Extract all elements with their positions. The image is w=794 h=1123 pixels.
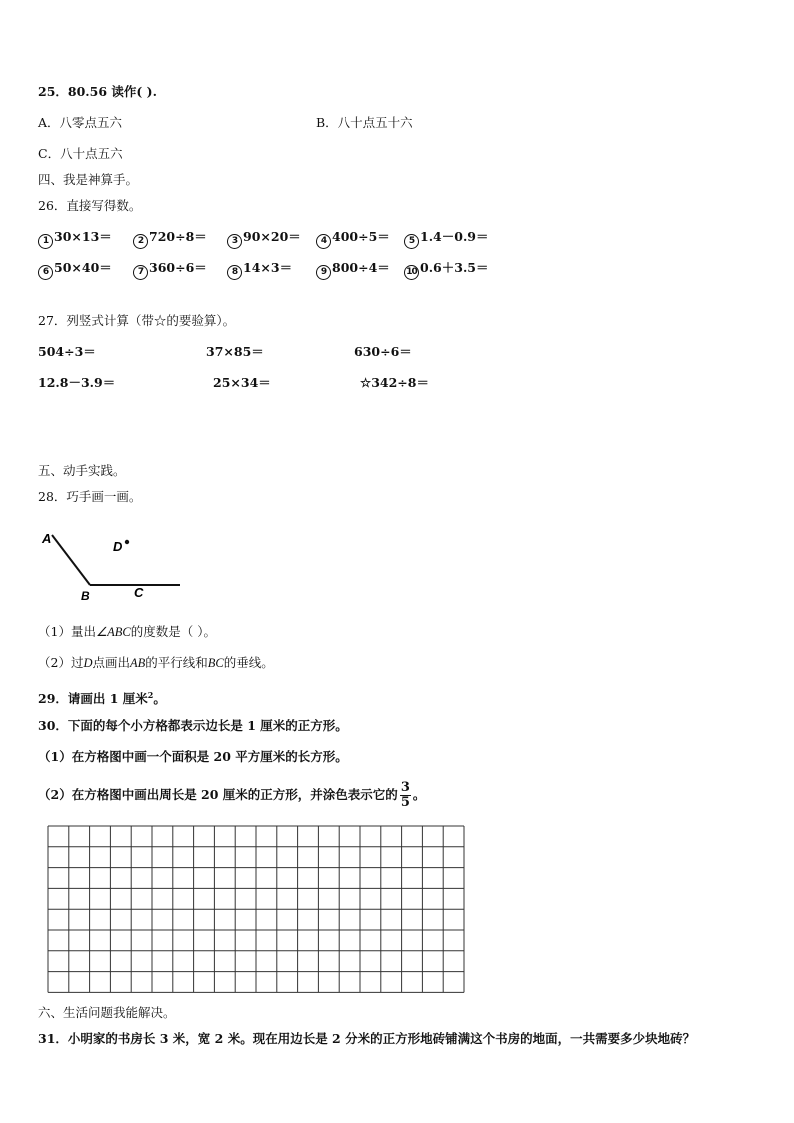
circled-number: 8 [227, 265, 242, 280]
q26-expr: 14×3＝ [243, 260, 293, 275]
q26-item-5 [404, 229, 489, 249]
q26-item-7 [133, 260, 207, 280]
q26-item-8 [227, 260, 292, 280]
q25-option-a: A．八零点五六 [38, 115, 123, 130]
q28-part-2 [38, 655, 274, 671]
q29-text: 29．请画出 1 厘米 [38, 691, 148, 707]
point-d [125, 540, 129, 544]
fraction-denominator: 5 [400, 795, 410, 810]
q26-expr: 90×20＝ [243, 229, 301, 244]
label-a: A [42, 531, 52, 546]
q26-item-4 [316, 229, 390, 249]
q28-part-1 [38, 624, 216, 640]
label-c: C [134, 585, 144, 600]
q28-p2-text-mid2: 的平行线和 [145, 655, 208, 670]
q27-item-4: 12.8－3.9＝ [38, 375, 116, 390]
q26-expr: 720÷8＝ [149, 229, 207, 244]
math-bc: BC [207, 656, 224, 670]
circled-number: 9 [316, 265, 331, 280]
q29-end: 。 [153, 691, 166, 707]
angle-abc-math: ∠ABC [95, 625, 131, 639]
q26-expr: 1.4－0.9＝ [420, 229, 489, 244]
circled-number: 1 [38, 234, 53, 249]
q30-stem: 30．下面的每个小方格都表示边长是 1 厘米的正方形。 [38, 718, 348, 733]
square-grid [47, 825, 467, 997]
section-6-heading: 六、生活问题我能解决。 [38, 1005, 176, 1020]
q26-item-9 [316, 260, 390, 280]
q27-item-3: 630÷6＝ [354, 344, 412, 359]
q26-expr: 50×40＝ [54, 260, 112, 275]
q30-part-2 [38, 780, 425, 810]
q26-stem: 26．直接写得数。 [38, 198, 142, 213]
math-ab: AB [130, 656, 146, 670]
ray-ba [52, 535, 90, 585]
fraction-numerator: 3 [400, 780, 410, 795]
circled-number: 7 [133, 265, 148, 280]
q26-item-10 [404, 260, 489, 280]
circled-number: 10 [404, 265, 419, 280]
q26-expr: 30×13＝ [54, 229, 112, 244]
q30-p2-text: （2）在方格图中画出周长是 20 厘米的正方形，并涂色表示它的 [38, 787, 398, 802]
q27-item-5: 25×34＝ [213, 375, 271, 390]
circled-number: 2 [133, 234, 148, 249]
q26-expr: 360÷6＝ [149, 260, 207, 275]
section-4-heading: 四、我是神算手。 [38, 172, 139, 187]
section-5-heading: 五、动手实践。 [38, 463, 126, 478]
q29-stem [38, 687, 166, 707]
circled-number: 4 [316, 234, 331, 249]
math-d: D [83, 656, 93, 670]
q28-p2-text-end: 的垂线。 [223, 655, 274, 670]
q28-stem: 28．巧手画一画。 [38, 489, 142, 504]
angle-abc-figure [30, 525, 190, 605]
q27-item-2: 37×85＝ [206, 344, 264, 359]
q28-p2-text-mid: 点画出 [92, 655, 130, 670]
q29-superscript: 2 [147, 690, 154, 700]
q30-part-1: （1）在方格图中画一个面积是 20 平方厘米的长方形。 [38, 749, 348, 764]
q25-option-c: C．八十点五六 [38, 146, 123, 161]
label-d: D [113, 539, 123, 554]
q31-stem: 31．小明家的书房长 3 米，宽 2 米。现在用边长是 2 分米的正方形地砖铺满这个书房的地面，一共需要多少块地砖？ [38, 1031, 696, 1046]
q26-expr: 800÷4＝ [332, 260, 390, 275]
fraction-three-fifths [400, 781, 411, 810]
circled-number: 5 [404, 234, 419, 249]
circled-number: 6 [38, 265, 53, 280]
q25-stem: 25．80.56 读作( ). [38, 84, 157, 99]
q27-item-1: 504÷3＝ [38, 344, 96, 359]
q26-item-1 [38, 229, 112, 249]
q28-p2-text: （2）过 [38, 655, 84, 670]
label-b: B [81, 589, 90, 603]
circled-number: 3 [227, 234, 242, 249]
q26-expr: 400÷5＝ [332, 229, 390, 244]
q25-option-b: B．八十点五十六 [316, 115, 413, 130]
q26-item-6 [38, 260, 112, 280]
q26-item-2 [133, 229, 207, 249]
q28-p1-text-end: 的度数是（ ）。 [130, 624, 217, 639]
q28-p1-text: （1）量出 [38, 624, 96, 639]
q30-p2-end: 。 [412, 787, 426, 802]
q27-stem: 27．列竖式计算（带☆的要验算）。 [38, 313, 236, 328]
q26-item-3 [227, 229, 301, 249]
q27-item-6: ☆342÷8＝ [360, 375, 429, 390]
q26-expr: 0.6＋3.5＝ [420, 260, 489, 275]
